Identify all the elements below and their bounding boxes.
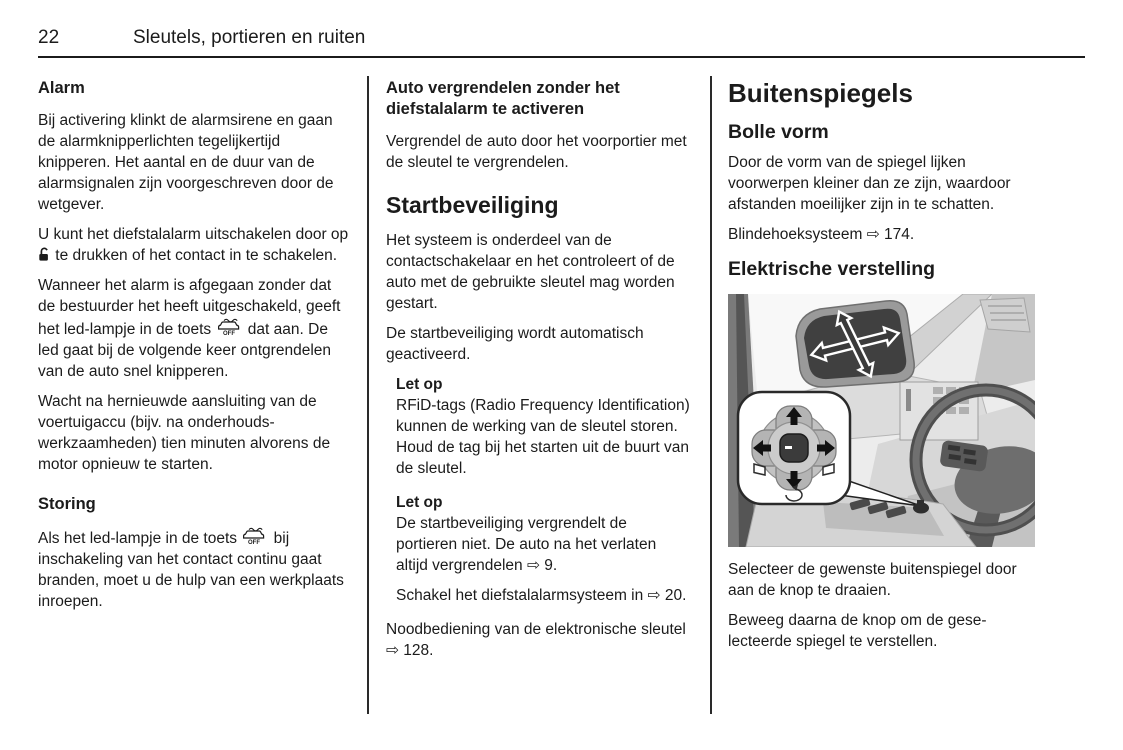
unlock-icon — [38, 247, 51, 262]
alarm-heading: Alarm — [38, 79, 85, 97]
alarm-paragraph-1: Bij activering klinkt de alarmsirene en gaan de alarmknipperlichten tegelijkertijd knipperen. Het aantal en de duur van de alarmsignalen zijn voorgeschreven door de wetgever. — [38, 112, 334, 213]
convex-shape-paragraph: Door de vorm van de spiegel lijken voorwerpen kleiner dan ze zijn, waardoor afstanden moeilijker zijn in te schatten. — [728, 154, 1011, 213]
note-title: Let op — [396, 376, 443, 393]
exterior-mirrors-heading: Buitenspiegels — [728, 78, 913, 108]
page-number: 22 — [38, 27, 60, 48]
alarm-off-button-icon — [216, 317, 244, 336]
mirror-adjustment-drawing — [728, 294, 1035, 547]
alarm-paragraph-4: Wacht na hernieuwde aansluiting van de voertuigaccu (bijv. na onderhoudswerkzaamheden) tien minuten alvorens de motor opnieuw te starten. — [38, 393, 331, 473]
column-1 — [38, 78, 351, 621]
storing-paragraph: Als het led-lampje in de toets OFF bij inschakeling van het contact continu gaat branden, moet u de hulp van een werkplaats inroepen. — [38, 526, 351, 612]
column-3 — [728, 78, 1036, 661]
alarm-paragraph-2: U kunt het diefstalalarm uitschakelen door op te drukken of het contact in te schakelen. — [38, 226, 349, 264]
note-lock-doors — [396, 492, 692, 606]
electric-adjustment-heading: Elektrische verstelling — [728, 258, 936, 280]
svg-text:OFF: OFF — [222, 331, 235, 336]
column-separator-1 — [367, 76, 369, 714]
immobilizer-paragraph-1: Het systeem is onderdeel van de contactschakelaar en het controleert of de auto met de gebruikte sleutel mag worden gestart. — [386, 232, 675, 312]
move-knob-paragraph: Beweeg daarna de knop om de geselecteerde spiegel te verstellen. — [728, 612, 987, 650]
mirror-adjustment-illustration — [728, 294, 1035, 547]
lock-without-alarm-paragraph: Vergrendel de auto door het voorportier met de sleutel te vergrendelen. — [386, 133, 687, 171]
column-separator-2 — [710, 76, 712, 714]
four-way-knob — [780, 434, 808, 462]
convex-shape-heading: Bolle vorm — [728, 121, 829, 143]
note-rfid — [396, 374, 692, 479]
svg-text:OFF: OFF — [248, 540, 261, 545]
alarm-off-button-icon — [241, 526, 269, 545]
storing-heading: Storing — [38, 495, 96, 513]
emergency-operation-paragraph: Noodbediening van de elektronische sleutel ⇨ 128. — [386, 621, 686, 659]
column-2 — [386, 78, 692, 670]
note-text-2: Schakel het diefstalalarmsysteem in ⇨ 20. — [396, 587, 687, 604]
header-rule — [38, 56, 1085, 58]
blind-spot-reference: Blindehoeksysteem ⇨ 174. — [728, 226, 915, 243]
speaker-grille — [980, 298, 1030, 332]
chapter-title: Sleutels, portieren en ruiten — [133, 27, 366, 48]
lock-without-alarm-heading: Auto vergrendelen zonder het diefstalalarm te activeren — [386, 79, 620, 118]
note-text: De startbeveiliging vergrendelt de portieren niet. De auto na het verlaten altijd vergrendelen ⇨ 9. — [396, 515, 657, 574]
note-text: RFiD-tags (Radio Frequency Identification) kunnen de werking van de sleutel storen. Houd de tag bij het starten uit de buurt van de sleutel. — [396, 397, 690, 477]
immobilizer-paragraph-2: De startbeveiliging wordt automatisch geactiveerd. — [386, 325, 644, 363]
alarm-paragraph-3: Wanneer het alarm is afgegaan zonder dat de bestuurder het heeft uitgeschakeld, geeft het led-lampje in de toets OFF dat aan. De led gaat bij de volgende keer ontgrendelen van de auto snel knipperen. — [38, 277, 341, 380]
exterior-mirror — [796, 297, 914, 390]
immobilizer-heading: Startbeveiliging — [386, 192, 559, 218]
note-title: Let op — [396, 494, 443, 511]
select-mirror-paragraph: Selecteer de gewenste buitenspiegel door aan de knop te draaien. — [728, 561, 1017, 599]
control-callout — [738, 392, 850, 504]
